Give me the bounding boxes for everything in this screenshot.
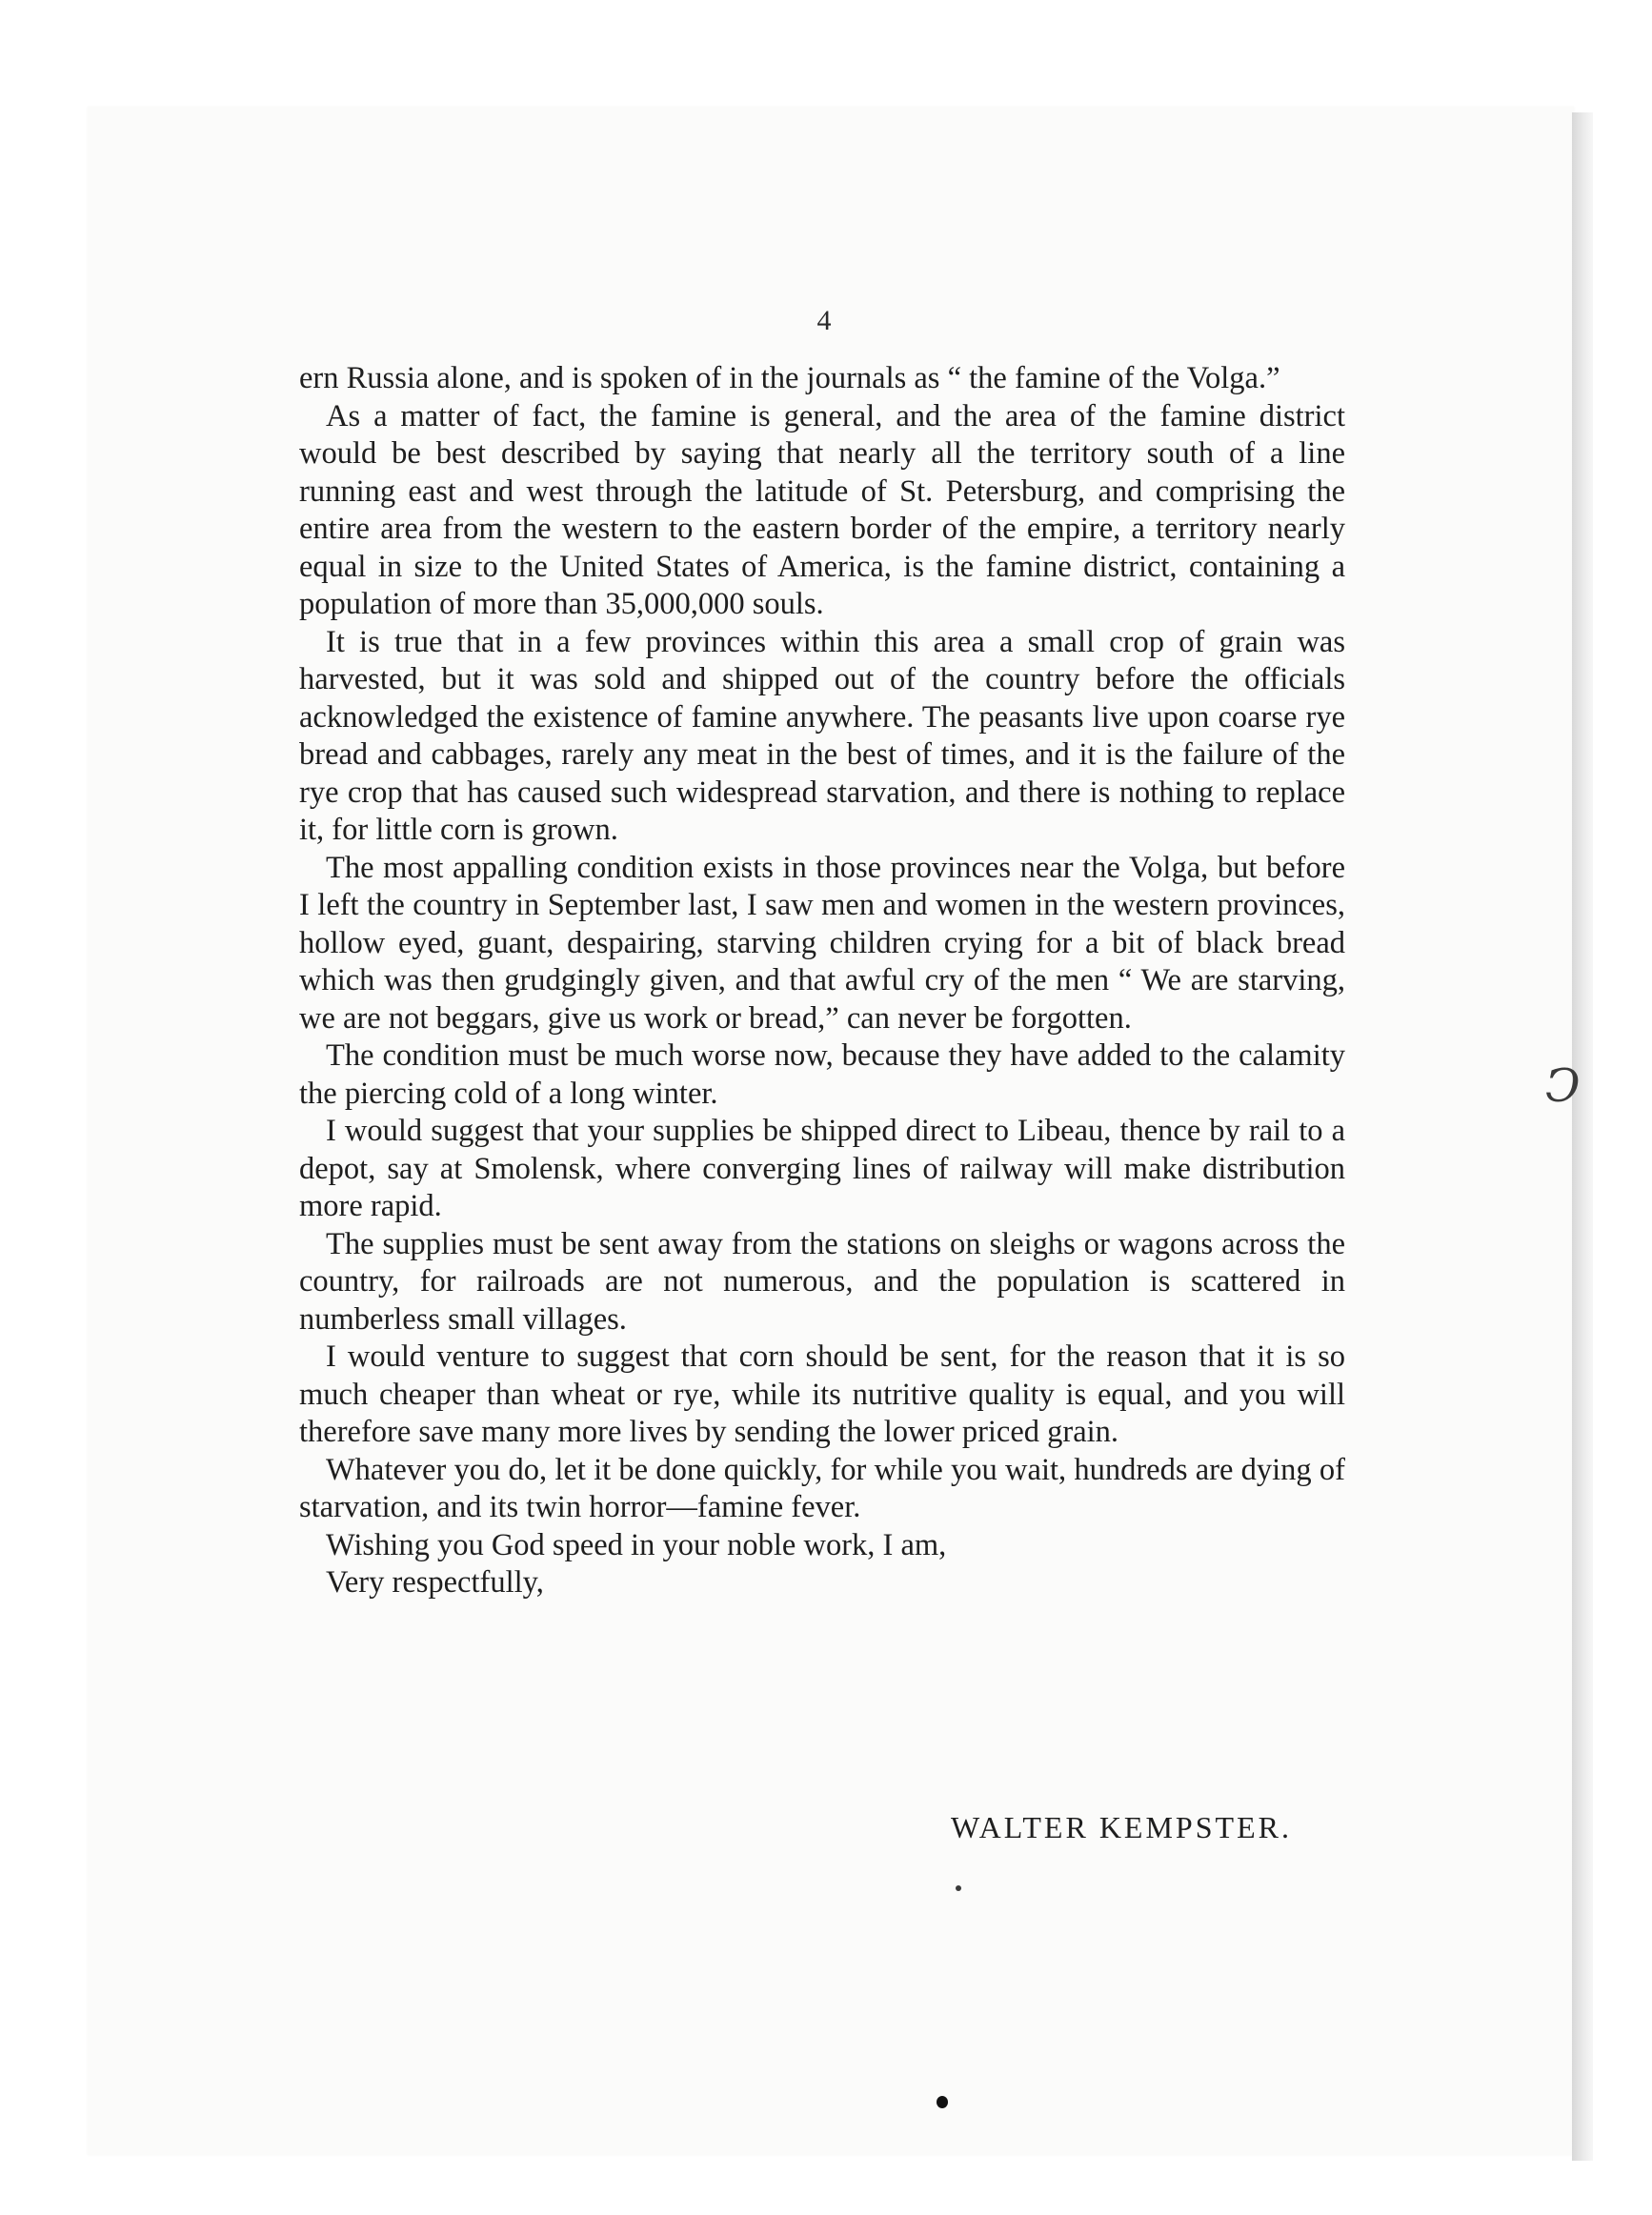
paragraph-famine-area: As a matter of fact, the famine is general, and the area of the famine district would be best described by saying that nearly all the territory south of a line running east and west through the latitude of St. Petersburg, and comprising the entire area from the western to the eastern border of the empire, a territory nearly equal in size to the United States of America, is the famine district, containing a population of more than 35,000,000 souls. — [299, 398, 1345, 621]
ink-speck — [956, 1885, 961, 1891]
margin-mark: Ↄ — [1545, 1061, 1581, 1112]
page-edge-shadow — [1572, 112, 1593, 2161]
closing-salutation: Very respectfully, — [326, 1565, 544, 1600]
paragraph-volga-condition: The most appalling condition exists in those provinces near the Volga, but before I left the country in September last, I saw men and women in the western provinces, hollow eyed, guant, despairing, starving children crying for a bit of black bread which was then grudgingly given, and that awful cry of the men “ We are starving, we are not beggars, give us work or bread,” can never be forgotten. — [299, 850, 1345, 1036]
paragraph-winter: The condition must be much worse now, because they have added to the calamity the piercing cold of a long winter. — [299, 1038, 1345, 1111]
paragraph-crop-failure: It is true that in a few provinces within this area a small crop of grain was harvested, but it was sold and shipped out of the country before the officials acknowledged the existence of famine anywhere. The peasants live upon coarse rye bread and cabbages, rarely any meat in the best of times, and it is the failure of the rye crop that has caused such widespread starvation, and there is nothing to replace it, for little corn is grown. — [299, 624, 1345, 847]
paragraph-shipping-route: I would suggest that your supplies be shipped direct to Libeau, thence by rail to a depot, say at Smolensk, where converging lines of railway will make distribution more rapid. — [299, 1114, 1345, 1223]
paragraph-urgency: Whatever you do, let it be done quickly, for while you wait, hundreds are dying of starvation, and its twin horror—famine fever. — [299, 1452, 1345, 1524]
paragraph-distribution: The supplies must be sent away from the stations on sleighs or wagons across the country, for railroads are not numerous, and the population is scattered in numberless small villages. — [299, 1226, 1345, 1337]
paragraph-corn-suggestion: I would venture to suggest that corn should be sent, for the reason that it is so much cheaper than wheat or rye, while its nutritive quality is equal, and you will therefore save many more lives by sending the lower priced grain. — [299, 1339, 1345, 1449]
paragraph-continuation: ern Russia alone, and is spoken of in the journals as “ the famine of the Volga.” — [299, 361, 1280, 395]
ink-speck — [937, 2096, 948, 2108]
signature: WALTER KEMPSTER. — [951, 1810, 1292, 1844]
page-number: 4 — [816, 305, 832, 336]
closing-wishes: Wishing you God speed in your noble work, I am, — [326, 1527, 947, 1562]
letter-body — [299, 360, 1345, 1602]
